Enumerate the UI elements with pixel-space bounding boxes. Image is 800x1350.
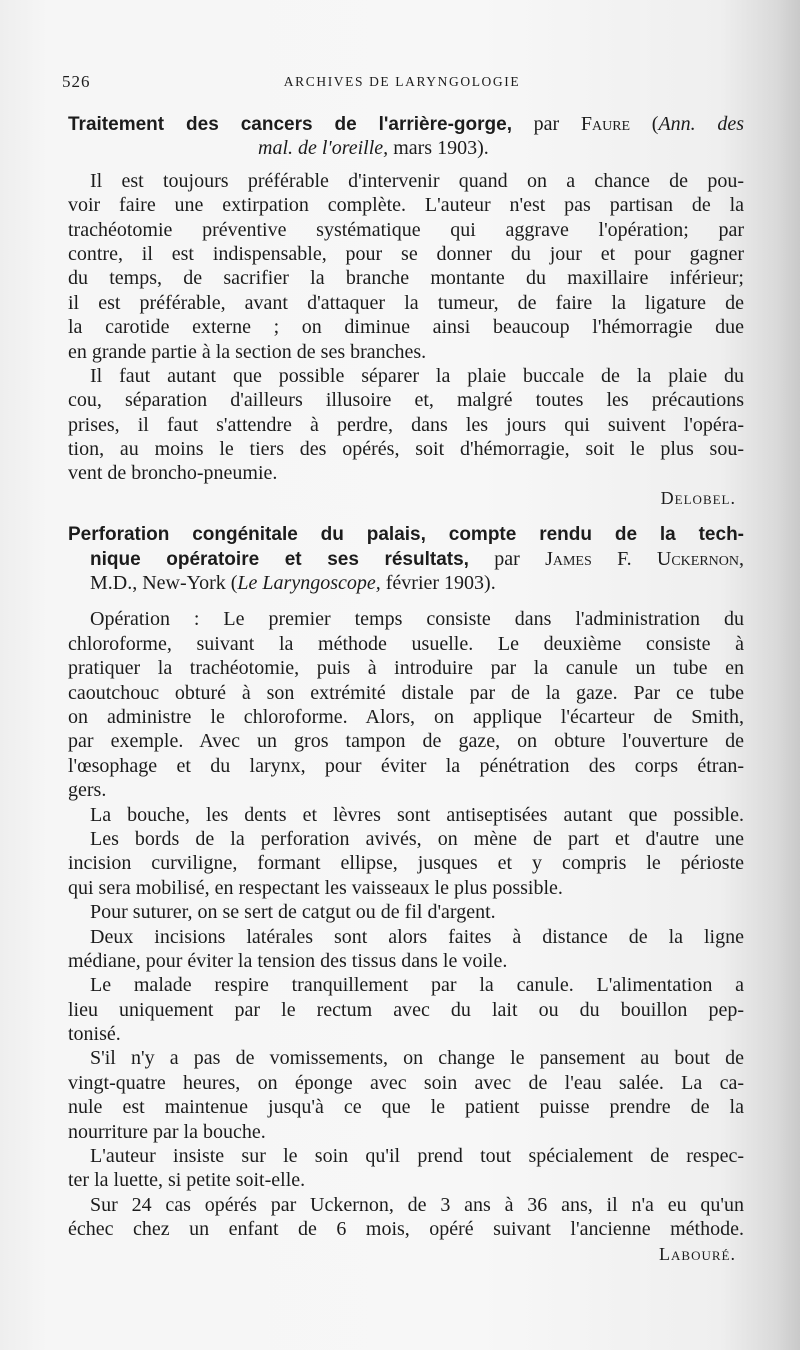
text-line: La bouche, les dents et lèvres sont antiseptisées autant que possible. xyxy=(90,803,744,826)
text-line: il est préférable, avant d'attaquer la tumeur, de faire la ligature de xyxy=(68,291,744,314)
text-line: la carotide externe ; on diminue ainsi beaucoup l'hémorragie due xyxy=(68,316,744,339)
text-line: S'il n'y a pas de vomissements, on change le pansement au bout de xyxy=(90,1047,744,1070)
text-line: nule est maintenue jusqu'à ce que le patient puisse prendre de la xyxy=(68,1096,744,1119)
text-line: trachéotomie préventive systématique qui aggrave l'opération; par xyxy=(68,218,744,241)
article-title-line: Perforation congénitale du palais, compte rendu de la tech- xyxy=(68,524,744,546)
article-title-line: M.D., New-York (Le Laryngoscope, février 1903). xyxy=(90,572,496,595)
journal-title: ARCHIVES DE LARYNGOLOGIE xyxy=(283,74,521,89)
text-line: on administre le chloroforme. Alors, on applique l'écarteur de Smith, xyxy=(68,705,744,728)
text-line: tonisé. xyxy=(68,1023,121,1046)
text-line: cou, séparation d'ailleurs illusoire et, malgré toutes les précautions xyxy=(68,389,744,412)
text-line: Deux incisions latérales sont alors faites à distance de la ligne xyxy=(90,925,744,948)
text-line: qui sera mobilisé, en respectant les vaisseaux le plus possible. xyxy=(68,876,563,899)
text-line: du temps, de sacrifier la branche montante du maxillaire inférieur; xyxy=(68,267,744,290)
text-line: Les bords de la perforation avivés, on mène de part et d'autre une xyxy=(90,827,744,850)
text-line: incision curviligne, formant ellipse, jusques et y compris le périoste xyxy=(68,852,744,875)
text-line: chloroforme, suivant la méthode usuelle. Le deuxième consiste à xyxy=(68,632,744,655)
page-number: 526 xyxy=(62,72,91,91)
article-title-line: Traitement des cancers de l'arrière-gorge, par Faure (Ann. des xyxy=(68,113,744,135)
text-line: l'œsophage et du larynx, pour éviter la pénétration des corps étran- xyxy=(68,754,744,777)
text-line: par exemple. Avec un gros tampon de gaze, on obture l'ouverture de xyxy=(68,730,744,753)
running-head xyxy=(62,72,742,96)
text-line: lieu uniquement par le rectum avec du lait ou du bouillon pep- xyxy=(68,998,744,1021)
text-line: caoutchouc obturé à son extrémité distale par de la gaze. Par ce tube xyxy=(68,681,744,704)
text-line: contre, il est indispensable, pour se donner du jour et pour gagner xyxy=(68,242,744,265)
text-line: tion, au moins le tiers des opérés, soit d'hémorragie, soit le plus sou- xyxy=(68,438,744,461)
text-line: ter la luette, si petite soit-elle. xyxy=(68,1169,306,1192)
text-line: vingt-quatre heures, on éponge avec soin avec de l'eau salée. La ca- xyxy=(68,1071,744,1094)
text-line: médiane, pour éviter la tension des tissus dans le voile. xyxy=(68,949,508,972)
article-2 xyxy=(68,522,744,1266)
author-signature: Delobel. xyxy=(660,487,736,508)
text-line: Opération : Le premier temps consiste dans l'administration du xyxy=(90,608,744,631)
text-line: Le malade respire tranquillement par la canule. L'alimentation a xyxy=(90,974,744,997)
text-line: L'auteur insiste sur le soin qu'il prend tout spécialement de respec- xyxy=(90,1145,744,1168)
text-line: Il est toujours préférable d'intervenir quand on a chance de pou- xyxy=(90,169,744,192)
text-line: Il faut autant que possible séparer la plaie buccale de la plaie du xyxy=(90,364,744,387)
article-title-line: nique opératoire et ses résultats, par James F. Uckernon, xyxy=(90,547,744,570)
text-line: en grande partie à la section de ses branches. xyxy=(68,340,427,363)
article-1 xyxy=(68,112,744,510)
text-line: nourriture par la bouche. xyxy=(68,1120,266,1143)
text-line: Pour suturer, on se sert de catgut ou de fil d'argent. xyxy=(90,901,496,924)
author-signature: Labouré. xyxy=(659,1243,736,1264)
article-title-line: mal. de l'oreille, mars 1903). xyxy=(258,137,489,160)
body-text xyxy=(68,112,744,1266)
text-line: gers. xyxy=(68,779,107,802)
text-line: échec chez un enfant de 6 mois, opéré suivant l'ancienne méthode. xyxy=(68,1218,744,1241)
text-line: Sur 24 cas opérés par Uckernon, de 3 ans à 36 ans, il n'a eu qu'un xyxy=(90,1193,744,1216)
text-line: prises, il faut s'attendre à perdre, dans les jours qui suivent l'opéra- xyxy=(68,413,744,436)
text-line: voir faire une extirpation complète. L'auteur n'est pas partisan de la xyxy=(68,194,744,217)
text-line: vent de broncho-pneumie. xyxy=(68,462,278,485)
text-line: pratiquer la trachéotomie, puis à introduire par la canule un tube en xyxy=(68,657,744,680)
